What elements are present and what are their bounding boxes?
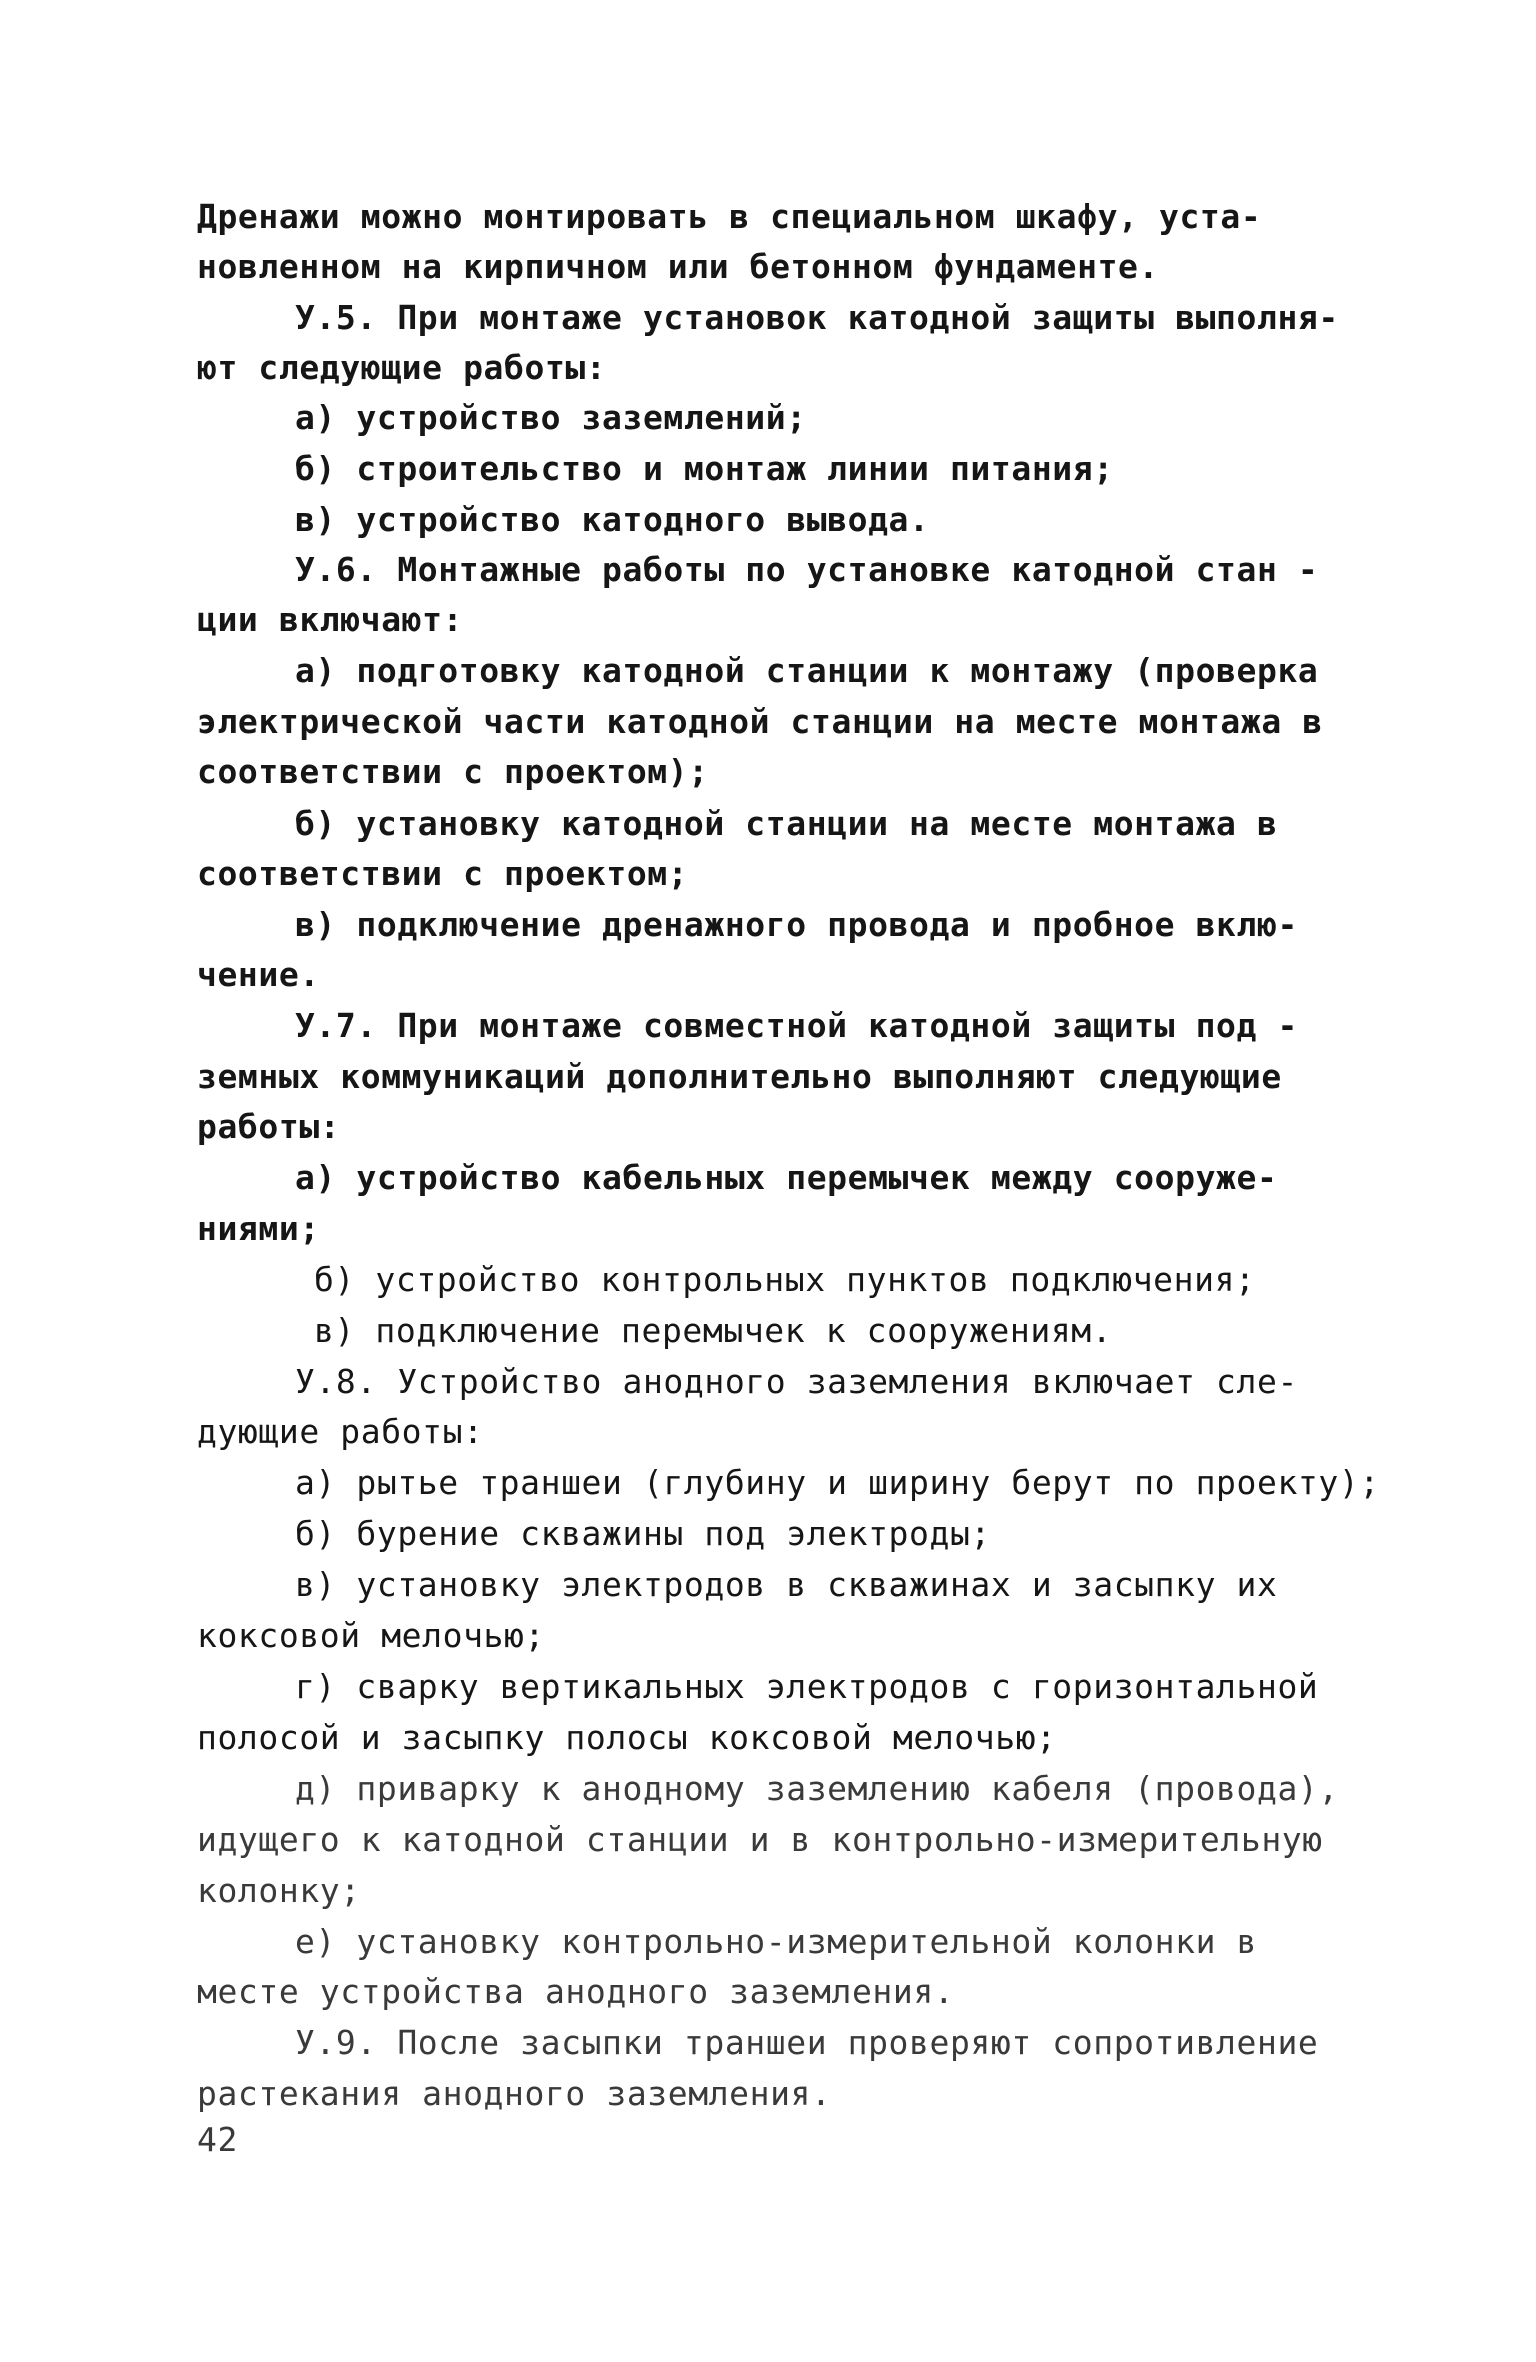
text-line: ции включают: bbox=[197, 600, 464, 639]
text-line: чение. bbox=[197, 955, 320, 994]
text-line: полосой и засыпку полосы коксовой мелочью; bbox=[197, 1718, 1057, 1757]
text-line: ниями; bbox=[197, 1209, 320, 1248]
list-item: в) устройство катодного вывода. bbox=[295, 500, 930, 539]
text-line: дующие работы: bbox=[197, 1412, 484, 1451]
list-item: д) приварку к анодному заземлению кабеля (провода), bbox=[295, 1769, 1339, 1808]
section-heading-9: У.9. После засыпки траншеи проверяют сопротивление bbox=[295, 2023, 1319, 2062]
text-line: колонку; bbox=[197, 1871, 361, 1910]
list-item: а) устройство заземлений; bbox=[295, 398, 807, 437]
section-heading-8: У.8. Устройство анодного заземления включает сле- bbox=[295, 1362, 1298, 1401]
text-line: Дренажи можно монтировать в специальном шкафу, уста- bbox=[197, 197, 1262, 236]
text-line: соответствии с проектом; bbox=[197, 854, 689, 893]
list-item: б) строительство и монтаж линии питания; bbox=[295, 449, 1114, 488]
list-item: в) подключение дренажного провода и пробное вклю- bbox=[295, 905, 1298, 944]
text-line: электрической части катодной станции на месте монтажа в bbox=[197, 702, 1323, 741]
text-line: месте устройства анодного заземления. bbox=[197, 1972, 955, 2011]
list-item: а) рытье траншеи (глубину и ширину берут по проекту); bbox=[295, 1463, 1380, 1502]
text-line: соответствии с проектом); bbox=[197, 752, 709, 791]
list-item: б) установку катодной станции на месте монтажа в bbox=[295, 804, 1278, 843]
list-item: а) подготовку катодной станции к монтажу (проверка bbox=[295, 651, 1319, 690]
list-item: е) установку контрольно-измерительной колонки в bbox=[295, 1922, 1257, 1961]
text-line: новленном на кирпичном или бетонном фундаменте. bbox=[197, 247, 1159, 286]
list-item: в) установку электродов в скважинах и засыпку их bbox=[295, 1565, 1278, 1604]
text-line: идущего к катодной станции и в контрольно-измерительную bbox=[197, 1820, 1323, 1859]
section-heading-5: У.5. При монтаже установок катодной защиты выполня- bbox=[295, 298, 1339, 337]
list-item: б) бурение скважины под электроды; bbox=[295, 1514, 991, 1553]
section-heading-7: У.7. При монтаже совместной катодной защиты под - bbox=[295, 1006, 1298, 1045]
text-line: ют следующие работы: bbox=[197, 348, 607, 387]
page-number: 42 bbox=[197, 2120, 238, 2159]
section-heading-6: У.6. Монтажные работы по установке катодной стан - bbox=[295, 550, 1319, 589]
text-line: коксовой мелочью; bbox=[197, 1616, 545, 1655]
text-line: земных коммуникаций дополнительно выполняют следующие bbox=[197, 1057, 1282, 1096]
list-item: г) сварку вертикальных электродов с горизонтальной bbox=[295, 1667, 1319, 1706]
list-item: а) устройство кабельных перемычек между сооруже- bbox=[295, 1158, 1278, 1197]
text-line: растекания анодного заземления. bbox=[197, 2074, 832, 2113]
list-item: в) подключение перемычек к сооружениям. bbox=[314, 1311, 1113, 1350]
list-item: б) устройство контрольных пунктов подключения; bbox=[314, 1260, 1256, 1299]
text-line: работы: bbox=[197, 1107, 341, 1146]
